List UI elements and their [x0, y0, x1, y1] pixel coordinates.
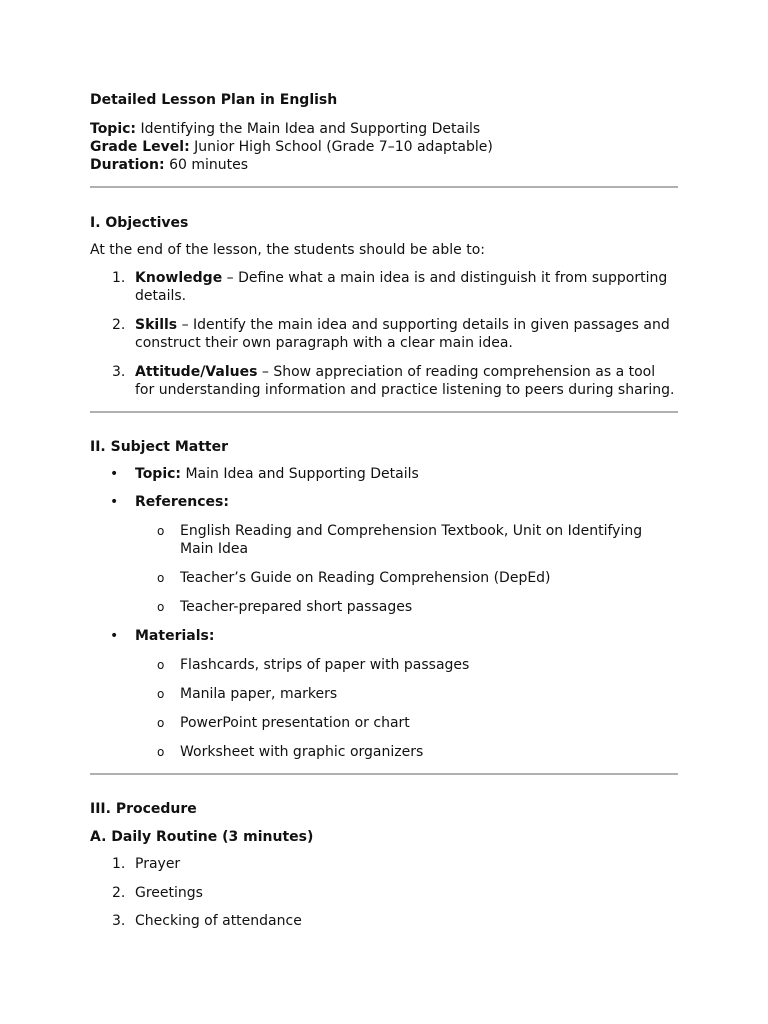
- list-number: 1.: [112, 856, 126, 872]
- routine-item: [90, 855, 678, 873]
- objectives-intro: At the end of the lesson, the students should be able to:: [90, 242, 485, 258]
- material-item: [90, 743, 678, 761]
- procedure-heading: III. Procedure: [90, 801, 197, 817]
- daily-routine-list: [90, 855, 678, 930]
- objectives-heading: I. Objectives: [90, 215, 189, 231]
- bullet-icon: •: [110, 628, 119, 644]
- list-item: [90, 493, 678, 616]
- list-number: 2.: [112, 885, 126, 901]
- list-number: 2.: [112, 317, 126, 333]
- document-title: Detailed Lesson Plan in English: [90, 92, 338, 108]
- meta-duration-label: Duration:: [90, 157, 165, 173]
- section-divider: [90, 773, 678, 775]
- material-item: [90, 656, 678, 674]
- meta-grade-label: Grade Level:: [90, 139, 190, 155]
- reference-item: [90, 522, 678, 558]
- lesson-meta: [90, 120, 678, 174]
- materials-label: Materials:: [135, 628, 215, 644]
- reference-item: [90, 569, 678, 587]
- list-number: 3.: [112, 913, 126, 929]
- objective-item: [90, 316, 678, 352]
- routine-text: Checking of attendance: [135, 913, 302, 929]
- bullet-icon: •: [110, 494, 119, 510]
- material-text: Manila paper, markers: [180, 686, 338, 702]
- objective-item: [90, 269, 678, 305]
- meta-topic: [90, 120, 678, 138]
- sub-bullet-icon: o: [157, 658, 165, 672]
- list-item: [90, 627, 678, 761]
- objective-label: Knowledge: [135, 270, 223, 286]
- references-label: References:: [135, 494, 229, 510]
- subject-topic-value: Main Idea and Supporting Details: [181, 466, 419, 482]
- meta-topic-value: Identifying the Main Idea and Supporting Details: [136, 121, 481, 137]
- objective-label: Skills: [135, 317, 178, 333]
- material-item: [90, 714, 678, 732]
- reference-text: English Reading and Comprehension Textbook, Unit on Identifying Main Idea: [180, 523, 643, 557]
- subject-matter-heading: II. Subject Matter: [90, 439, 229, 455]
- objective-text: – Identify the main idea and supporting details in given passages and construct their own paragraph with a clear main idea.: [135, 317, 670, 351]
- bullet-icon: •: [110, 466, 119, 482]
- routine-item: [90, 884, 678, 902]
- list-number: 3.: [112, 364, 126, 380]
- sub-bullet-icon: o: [157, 524, 165, 538]
- sub-bullet-icon: o: [157, 745, 165, 759]
- objective-text: – Define what a main idea is and distinguish it from supporting details.: [135, 270, 668, 304]
- objective-text: – Show appreciation of reading comprehension as a tool for understanding information and practice listening to peers during sharing.: [135, 364, 675, 398]
- daily-routine-heading: A. Daily Routine (3 minutes): [90, 829, 314, 845]
- material-text: PowerPoint presentation or chart: [180, 715, 410, 731]
- meta-duration: [90, 156, 678, 174]
- list-number: 1.: [112, 270, 126, 286]
- sub-bullet-icon: o: [157, 716, 165, 730]
- reference-text: Teacher-prepared short passages: [180, 599, 413, 615]
- section-divider: [90, 411, 678, 413]
- meta-duration-value: 60 minutes: [164, 157, 249, 173]
- sub-bullet-icon: o: [157, 600, 165, 614]
- material-text: Worksheet with graphic organizers: [180, 744, 424, 760]
- meta-topic-label: Topic:: [90, 121, 137, 137]
- routine-text: Prayer: [135, 856, 181, 872]
- meta-grade-value: Junior High School (Grade 7–10 adaptable): [189, 139, 493, 155]
- routine-item: [90, 912, 678, 930]
- sub-bullet-icon: o: [157, 571, 165, 585]
- references-list: [90, 522, 678, 616]
- routine-text: Greetings: [135, 885, 203, 901]
- reference-item: [90, 598, 678, 616]
- objective-item: [90, 363, 678, 399]
- objective-label: Attitude/Values: [135, 364, 258, 380]
- lesson-plan-document: [90, 90, 678, 930]
- sub-bullet-icon: o: [157, 687, 165, 701]
- subject-topic-label: Topic:: [135, 466, 182, 482]
- list-item: [90, 465, 678, 483]
- section-divider: [90, 186, 678, 188]
- meta-grade-level: [90, 138, 678, 156]
- materials-list: [90, 656, 678, 761]
- objectives-list: [90, 269, 678, 399]
- reference-text: Teacher’s Guide on Reading Comprehension (DepEd): [180, 570, 551, 586]
- material-item: [90, 685, 678, 703]
- material-text: Flashcards, strips of paper with passages: [180, 657, 470, 673]
- subject-matter-list: [90, 465, 678, 761]
